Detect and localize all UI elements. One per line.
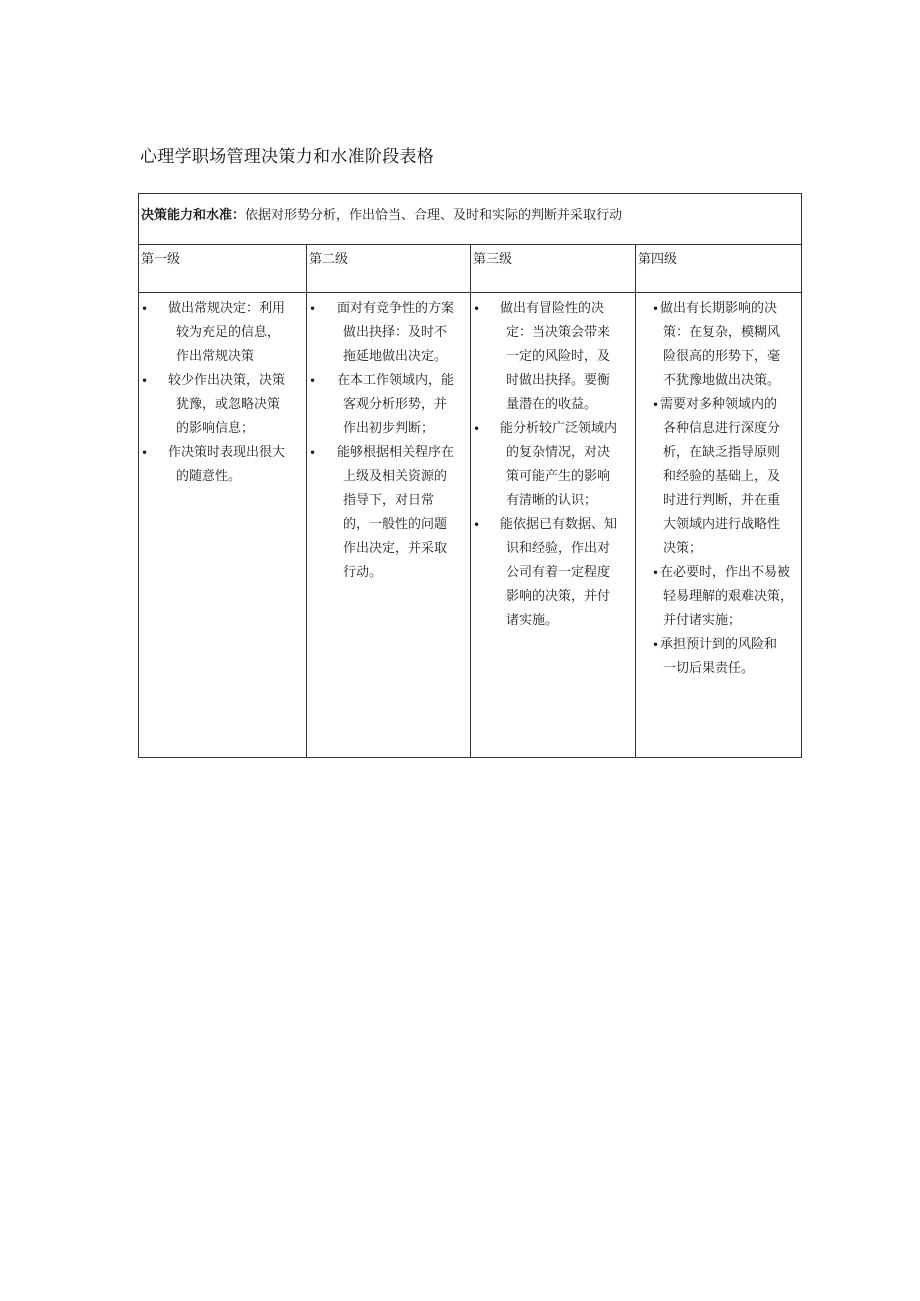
list-item bbox=[307, 369, 470, 441]
level-2-cell bbox=[306, 245, 470, 292]
bullet-icon: • bbox=[309, 302, 317, 316]
bullet-icon: • bbox=[309, 374, 317, 388]
list-item-line: 的复杂情况，对决 bbox=[506, 445, 611, 460]
list-item-line: 一切后果责任。 bbox=[663, 661, 755, 676]
bullet-icon: • bbox=[652, 638, 660, 652]
list-item-line: 拖延地做出决定。 bbox=[343, 349, 448, 364]
table-header-row bbox=[139, 194, 801, 245]
list-item-line: 公司有着一定程度 bbox=[506, 565, 611, 580]
list-item-line: 做出有冒险性的决 bbox=[500, 301, 605, 316]
list-item-line: 能分析较广泛领域内 bbox=[500, 421, 618, 436]
list-item-line: 大领域内进行战略性 bbox=[663, 517, 781, 532]
decision-level-table bbox=[138, 193, 802, 758]
list-item-line: 量潜在的收益。 bbox=[506, 397, 598, 412]
list-item-line: 犹豫，或忽略决策 bbox=[176, 397, 281, 412]
bullet-icon: • bbox=[473, 518, 481, 532]
bullet-icon: • bbox=[652, 302, 660, 316]
list-item-line: 指导下，对日常 bbox=[343, 493, 435, 508]
level-1-content bbox=[139, 293, 306, 757]
bullet-icon: • bbox=[652, 566, 660, 580]
level-2-content bbox=[306, 293, 470, 757]
list-item-line: 的，一般性的问题 bbox=[343, 517, 448, 532]
bullet-icon: • bbox=[473, 302, 481, 316]
list-item-line: 不犹豫地做出决策。 bbox=[663, 373, 781, 388]
bullet-icon: • bbox=[141, 302, 149, 316]
level-row bbox=[139, 245, 801, 293]
list-item bbox=[636, 633, 801, 681]
level-2-label: 第二级 bbox=[309, 252, 349, 267]
level-4-content bbox=[635, 293, 801, 757]
level-4-cell bbox=[635, 245, 801, 292]
list-item bbox=[471, 513, 635, 633]
list-item-line: 影响的决策，并付 bbox=[506, 589, 611, 604]
list-item-line: 时做出抉择。要衡 bbox=[506, 373, 611, 388]
list-item-line: 做出常规决定：利用 bbox=[168, 301, 286, 316]
bullet-icon: • bbox=[141, 374, 149, 388]
list-item-line: 较少作出决策，决策 bbox=[168, 373, 286, 388]
list-item-line: 能依据已有数据、知 bbox=[500, 517, 618, 532]
list-item-line: 的影响信息； bbox=[176, 421, 255, 436]
list-item-line: 轻易理解的艰难决策， bbox=[663, 589, 794, 604]
list-item-line: 作出常规决策 bbox=[176, 349, 255, 364]
list-item bbox=[307, 297, 470, 369]
page-title: 心理学职场管理决策力和水准阶段表格 bbox=[140, 147, 435, 167]
header-label: 决策能力和水准： bbox=[141, 208, 246, 223]
list-item-line: 面对有竞争性的方案 bbox=[337, 301, 455, 316]
list-item-line: 决策； bbox=[663, 541, 703, 556]
list-item-line: 有清晰的认识； bbox=[506, 493, 598, 508]
list-item-line: 时进行判断，并在重 bbox=[663, 493, 781, 508]
content-row bbox=[139, 293, 801, 757]
list-item-line: 作出决定，并采取 bbox=[343, 541, 448, 556]
list-item-line: 和经验的基础上，及 bbox=[663, 469, 781, 484]
list-item-line: 识和经验，作出对 bbox=[506, 541, 611, 556]
list-item bbox=[307, 441, 470, 585]
list-item bbox=[636, 393, 801, 561]
list-item bbox=[471, 297, 635, 417]
list-item-line: 作决策时表现出很大 bbox=[168, 445, 286, 460]
list-item bbox=[139, 441, 306, 489]
list-item-line: 一定的风险时，及 bbox=[506, 349, 611, 364]
list-item bbox=[636, 297, 801, 393]
list-item-line: 做出抉择：及时不 bbox=[343, 325, 448, 340]
bullet-icon: • bbox=[473, 422, 481, 436]
list-item bbox=[636, 561, 801, 633]
list-item-line: 较为充足的信息， bbox=[176, 325, 281, 340]
list-item-line: 析，在缺乏指导原则 bbox=[663, 445, 781, 460]
level-4-label: 第四级 bbox=[638, 252, 678, 267]
list-item bbox=[139, 369, 306, 441]
list-item-line: 在必要时，作出不易被 bbox=[660, 565, 791, 580]
list-item-line: 各种信息进行深度分 bbox=[663, 421, 781, 436]
list-item-line: 客观分析形势，并 bbox=[343, 397, 448, 412]
bullet-icon: • bbox=[141, 446, 149, 460]
level-3-content bbox=[470, 293, 635, 757]
list-item-line: 定：当决策会带来 bbox=[506, 325, 611, 340]
list-item-line: 行动。 bbox=[343, 565, 383, 580]
level-3-cell bbox=[470, 245, 635, 292]
bullet-icon: • bbox=[652, 398, 660, 412]
list-item-line: 策可能产生的影响 bbox=[506, 469, 611, 484]
list-item-line: 并付诸实施； bbox=[663, 613, 742, 628]
header-text: 依据对形势分析，作出恰当、合理、及时和实际的判断并采取行动 bbox=[245, 208, 623, 223]
level-3-label: 第三级 bbox=[473, 252, 513, 267]
list-item-line: 作出初步判断； bbox=[343, 421, 435, 436]
list-item-line: 能够根据相关程序在 bbox=[337, 445, 455, 460]
level-1-cell bbox=[139, 245, 306, 292]
list-item-line: 承担预计到的风险和 bbox=[660, 637, 778, 652]
list-item-line: 上级及相关资源的 bbox=[343, 469, 448, 484]
list-item-line: 做出有长期影响的决 bbox=[660, 301, 778, 316]
list-item-line: 的随意性。 bbox=[176, 469, 242, 484]
list-item-line: 诸实施。 bbox=[506, 613, 559, 628]
list-item-line: 需要对多种领域内的 bbox=[660, 397, 778, 412]
list-item bbox=[471, 417, 635, 513]
list-item bbox=[139, 297, 306, 369]
level-1-label: 第一级 bbox=[141, 252, 181, 267]
list-item-line: 在本工作领域内，能 bbox=[337, 373, 455, 388]
list-item-line: 险很高的形势下，毫 bbox=[663, 349, 781, 364]
list-item-line: 策：在复杂，模糊风 bbox=[663, 325, 781, 340]
bullet-icon: • bbox=[309, 446, 317, 460]
